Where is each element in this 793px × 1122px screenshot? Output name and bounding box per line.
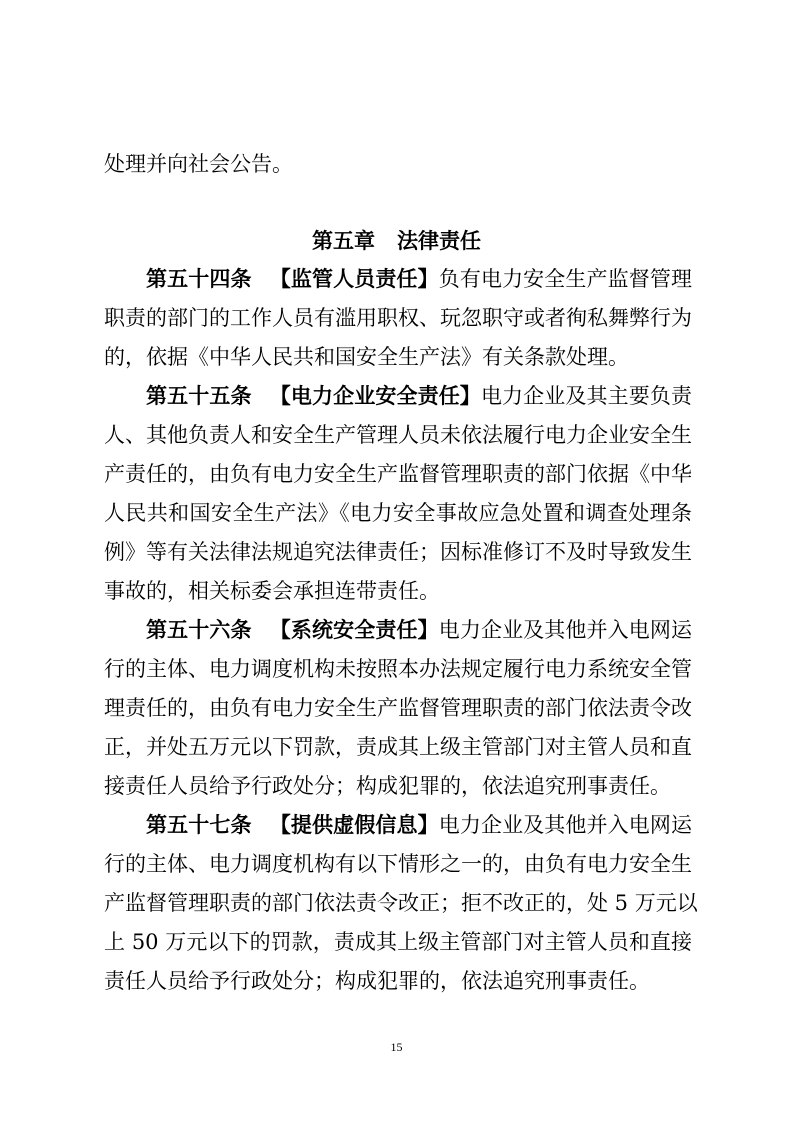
chapter-number: 第五章 <box>312 229 375 253</box>
article-57-line-4: 上 50 万元以下的罚款，责成其上级主管部门对主管人员和直接 <box>104 930 692 954</box>
article-55-line-6: 事故的，相关标委会承担连带责任。 <box>104 579 440 603</box>
article-54-line-2: 职责的部门的工作人员有滥用职权、玩忽职守或者徇私舞弊行为 <box>104 306 692 330</box>
article-55-line-2: 人、其他负责人和安全生产管理人员未依法履行电力企业安全生 <box>104 423 692 447</box>
article-54-line-1: 第五十四条 【监管人员责任】负有电力安全生产监督管理 <box>146 267 693 291</box>
article-55-heading: 【电力企业安全责任】 <box>269 384 481 408</box>
article-55-number: 第五十五条 <box>146 384 252 408</box>
article-56-number: 第五十六条 <box>146 618 252 642</box>
article-54-line-3: 的，依据《中华人民共和国安全生产法》有关条款处理。 <box>104 345 629 369</box>
article-56-heading: 【系统安全责任】 <box>269 618 439 642</box>
article-57-heading: 【提供虚假信息】 <box>269 813 439 837</box>
article-55-line-4: 人民共和国安全生产法》《电力安全事故应急处置和调查处理条 <box>104 501 692 525</box>
article-56-line-1: 第五十六条 【系统安全责任】电力企业及其他并入电网运 <box>146 618 693 642</box>
article-57-line-2: 行的主体、电力调度机构有以下情形之一的，由负有电力安全生 <box>104 852 692 876</box>
article-56-line-5: 接责任人员给予行政处分；构成犯罪的，依法追究刑事责任。 <box>104 774 671 798</box>
page-number: 15 <box>390 1040 403 1054</box>
chapter-title: 法律责任 <box>397 229 481 253</box>
chapter-heading <box>0 229 793 253</box>
article-55-line-3: 产责任的，由负有电力安全生产监督管理职责的部门依据《中华 <box>104 462 692 486</box>
article-55-line-1: 第五十五条 【电力企业安全责任】电力企业及其主要负责 <box>146 384 693 408</box>
article-57-number: 第五十七条 <box>146 813 252 837</box>
article-54-heading: 【监管人员责任】 <box>269 267 439 291</box>
article-57-line-5: 责任人员给予行政处分；构成犯罪的，依法追究刑事责任。 <box>104 969 650 993</box>
article-57-line-1: 第五十七条 【提供虚假信息】电力企业及其他并入电网运 <box>146 813 693 837</box>
article-56-line-2: 行的主体、电力调度机构未按照本办法规定履行电力系统安全管 <box>104 657 692 681</box>
article-55-line-5: 例》等有关法律法规追究法律责任；因标准修订不及时导致发生 <box>104 540 692 564</box>
article-56-line-3: 理责任的，由负有电力安全生产监督管理职责的部门依法责令改 <box>104 696 692 720</box>
article-57-line-3: 产监督管理职责的部门依法责令改正；拒不改正的，处 5 万元以 <box>104 891 698 915</box>
article-56-line-4: 正，并处五万元以下罚款，责成其上级主管部门对主管人员和直 <box>104 735 692 759</box>
intro-line: 处理并向社会公告。 <box>104 152 293 176</box>
article-54-number: 第五十四条 <box>146 267 252 291</box>
